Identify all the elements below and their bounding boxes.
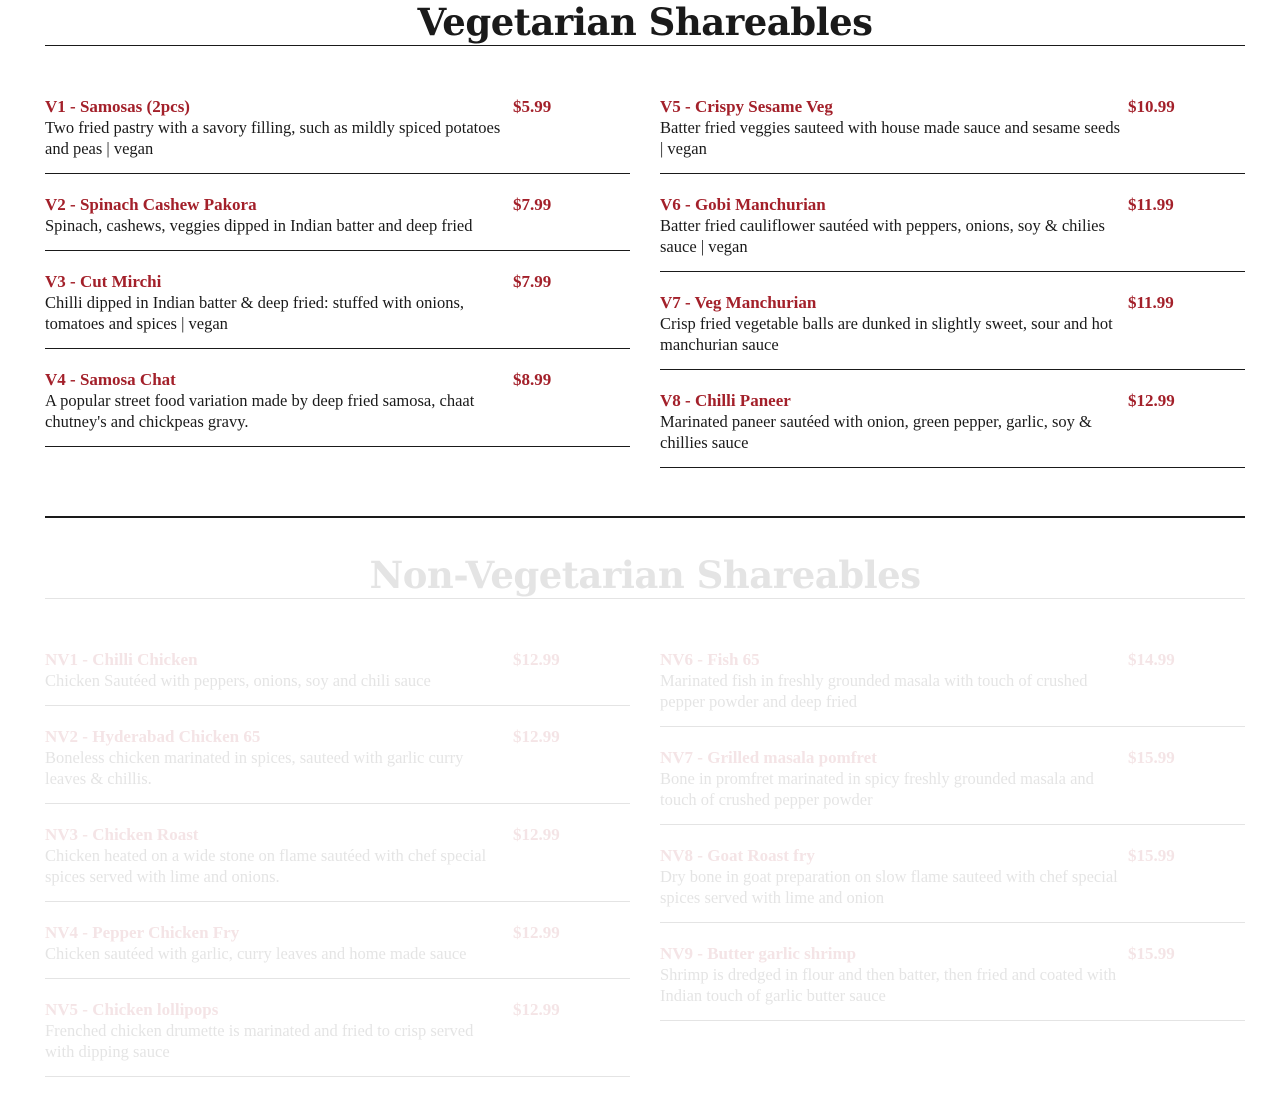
item-price: $12.99 [513,1000,560,1019]
item-name: V4 - Samosa Chat [45,370,176,389]
menu-item [660,194,1245,272]
item-description: Dry bone in goat preparation on slow flame sauteed with chef special spices served with lime and onion [660,867,1118,907]
menu-item [45,922,630,979]
item-price: $7.99 [513,272,552,291]
menu-item [45,726,630,804]
nonveg-column-left [45,649,630,1097]
menu-item [660,649,1245,727]
item-price: $11.99 [1128,195,1174,214]
item-price: $15.99 [1128,846,1175,865]
item-name: V8 - Chilli Paneer [660,391,791,410]
item-price: $10.99 [1128,97,1175,116]
item-name: V1 - Samosas (2pcs) [45,97,190,116]
section-divider [45,516,1245,518]
menu-item [660,943,1245,1021]
item-description: Two fried pastry with a savory filling, such as mildly spiced potatoes and peas | vegan [45,118,501,158]
item-description: Bone in promfret marinated in spicy freshly grounded masala and touch of crushed pepper powder [660,769,1094,809]
menu-item [660,845,1245,923]
menu-item [45,194,630,251]
item-price: $15.99 [1128,944,1175,963]
item-name: NV4 - Pepper Chicken Fry [45,923,240,942]
item-name: NV2 - Hyderabad Chicken 65 [45,727,261,746]
item-description: Crisp fried vegetable balls are dunked in slightly sweet, sour and hot manchurian sauce [660,314,1113,354]
item-description: Chicken heated on a wide stone on flame sautéed with chef special spices served with lime and onions. [45,846,487,886]
section-title-veg: Vegetarian Shareables [417,0,873,44]
item-price: $12.99 [1128,391,1175,410]
item-price: $11.99 [1128,293,1174,312]
item-price: $12.99 [513,727,560,746]
item-price: $5.99 [513,97,552,116]
item-name: NV8 - Goat Roast fry [660,846,815,865]
veg-column-right [660,96,1245,488]
item-name: V6 - Gobi Manchurian [660,195,826,214]
item-price: $12.99 [513,650,560,669]
item-description: Chicken Sautéed with peppers, onions, soy and chili sauce [45,671,431,690]
menu-item [45,999,630,1077]
item-description: Shrimp is dredged in flour and then batter, then fried and coated with Indian touch of garlic butter sauce [660,965,1117,1005]
menu-item [660,747,1245,825]
item-description: Batter fried cauliflower sautéed with peppers, onions, soy & chilies sauce | vegan [660,216,1105,256]
item-name: V7 - Veg Manchurian [660,293,817,312]
item-description: Boneless chicken marinated in spices, sauteed with garlic curry leaves & chillis. [45,748,464,788]
item-description: A popular street food variation made by deep fried samosa, chaat chutney's and chickpeas gravy. [45,391,475,431]
item-name: V2 - Spinach Cashew Pakora [45,195,257,214]
item-description: Marinated paneer sautéed with onion, green pepper, garlic, soy & chillies sauce [660,412,1092,452]
item-name: V5 - Crispy Sesame Veg [660,97,833,116]
item-name: NV1 - Chilli Chicken [45,650,198,669]
item-name: NV3 - Chicken Roast [45,825,199,844]
item-price: $8.99 [513,370,552,389]
item-name: NV7 - Grilled masala pomfret [660,748,877,767]
item-name: NV5 - Chicken lollipops [45,1000,219,1019]
menu-item [45,271,630,349]
item-name: NV6 - Fish 65 [660,650,760,669]
item-price: $7.99 [513,195,552,214]
item-description: Chilli dipped in Indian batter & deep fried: stuffed with onions, tomatoes and spices | vegan [45,293,464,333]
menu-item [660,390,1245,468]
menu-item [45,649,630,706]
menu-item [660,96,1245,174]
menu-item [45,369,630,447]
item-description: Chicken sautéed with garlic, curry leaves and home made sauce [45,944,467,963]
veg-column-left [45,96,630,467]
menu-item [660,292,1245,370]
item-price: $12.99 [513,825,560,844]
section-title-nonveg: Non-Vegetarian Shareables [369,553,921,597]
item-description: Spinach, cashews, veggies dipped in Indian batter and deep fried [45,216,473,235]
item-description: Marinated fish in freshly grounded masala with touch of crushed pepper powder and deep fried [660,671,1088,711]
item-name: NV9 - Butter garlic shrimp [660,944,857,963]
item-name: V3 - Cut Mirchi [45,272,162,291]
item-price: $14.99 [1128,650,1175,669]
item-price: $15.99 [1128,748,1175,767]
nonveg-column-right [660,649,1245,1041]
item-description: Batter fried veggies sauteed with house made sauce and sesame seeds | vegan [660,118,1121,158]
menu-item [45,824,630,902]
title-rule-nonveg [45,598,1245,599]
menu-item [45,96,630,174]
item-description: Frenched chicken drumette is marinated and fried to crisp served with dipping sauce [45,1021,474,1061]
title-rule-veg [45,45,1245,46]
item-price: $12.99 [513,923,560,942]
